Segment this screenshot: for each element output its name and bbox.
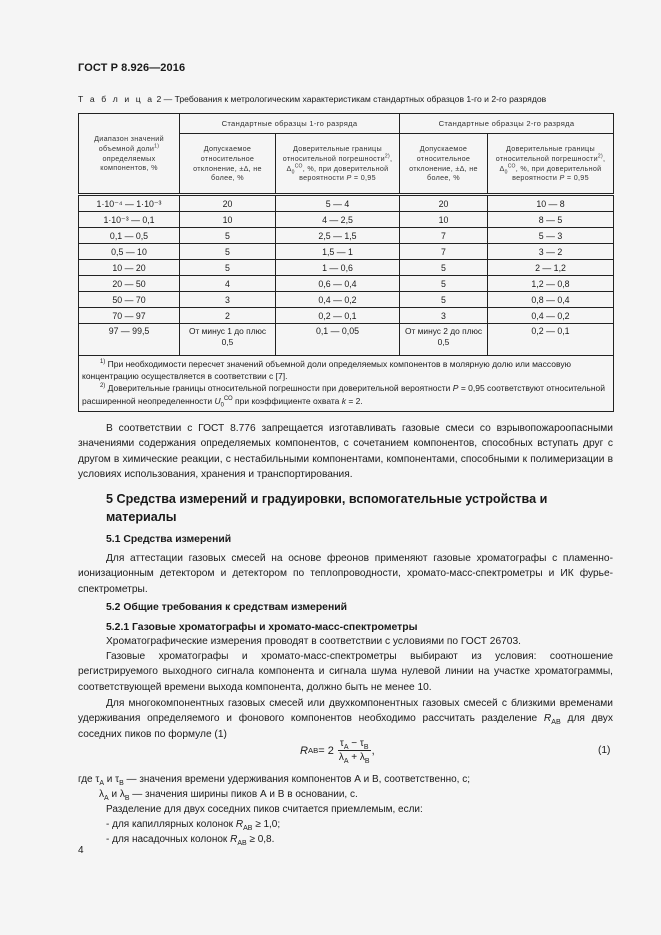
cell-deviation-2: 20 xyxy=(400,195,488,212)
table-notes xyxy=(79,356,614,412)
cell-deviation-1: 4 xyxy=(180,276,276,292)
table-caption-prefix: Т а б л и ц а xyxy=(78,94,155,104)
u-sup: СО xyxy=(223,395,233,402)
footnote-text: Доверительные границы относительной погрешности при доверительной вероятности xyxy=(105,383,453,394)
cell-deviation-1: 2 xyxy=(180,308,276,324)
cell-bounds-2: 3 — 2 xyxy=(488,244,614,260)
tau-a: τ xyxy=(339,738,344,749)
r-symbol: R xyxy=(230,834,238,845)
delta-symbol: Δ xyxy=(286,163,292,173)
cell-deviation-1: 10 xyxy=(180,212,276,228)
u-symbol: U xyxy=(214,395,221,406)
table-caption-text: — Требования к метрологическим характеристикам стандартных образцов 1-го и 2-го разрядов xyxy=(163,94,547,104)
table-caption-number: 2 xyxy=(156,94,162,104)
lambda-a: λ xyxy=(338,752,344,763)
p-symbol: P xyxy=(559,173,565,183)
header-range xyxy=(79,114,180,195)
table-caption xyxy=(78,94,546,104)
criterion-value: ≥ 1,0; xyxy=(252,819,281,830)
cell-deviation-1: 5 xyxy=(180,244,276,260)
cell-bounds-2: 0,2 — 0,1 xyxy=(488,324,614,356)
cell-deviation-2: 7 xyxy=(400,228,488,244)
criterion-value: ≥ 0,8. xyxy=(246,834,275,845)
where-text: где τ xyxy=(78,774,100,785)
footnote-mark: 1) xyxy=(100,359,106,366)
formula-denominator xyxy=(337,751,372,763)
cell-bounds-1: 5 — 4 xyxy=(276,195,400,212)
header-deviation-2: Допускаемое относительное отклонение, ±Δ, не более, % xyxy=(400,134,488,195)
requirements-table xyxy=(78,113,614,412)
footnote-text: при коэффициенте охвата xyxy=(232,395,342,406)
section-5-heading: 5 Средства измерений и градуировки, вспомогательные устройства и материалы xyxy=(106,492,548,524)
footnote-ref: 1) xyxy=(154,143,160,150)
footnote-ref: 2) xyxy=(384,153,390,160)
tau-b: − τ xyxy=(348,738,364,749)
bounds-text: Доверительные границы относительной погрешности xyxy=(495,144,598,163)
formula-lhs: R xyxy=(300,744,308,757)
formula-tail: , xyxy=(371,744,375,757)
sub-b: B xyxy=(364,758,370,765)
r-sub: AB xyxy=(243,825,253,832)
sub-b: B xyxy=(124,795,130,802)
table-row xyxy=(79,260,614,276)
cell-deviation-1: 3 xyxy=(180,292,276,308)
footnote-1 xyxy=(82,358,610,382)
section-5-1-heading: 5.1 Средства измерений xyxy=(106,534,232,545)
cell-bounds-2: 0,8 — 0,4 xyxy=(488,292,614,308)
cell-deviation-2: 3 xyxy=(400,308,488,324)
cell-bounds-1: 0,4 — 0,2 xyxy=(276,292,400,308)
cell-range: 50 — 70 xyxy=(79,292,180,308)
cell-deviation-2: 5 xyxy=(400,260,488,276)
cell-deviation-2: От минус 2 до плюс 0,5 xyxy=(400,324,488,356)
criterion-text: - для насадочных колонок xyxy=(106,834,231,845)
cell-range: 0,5 — 10 xyxy=(79,244,180,260)
sub-b: B xyxy=(363,744,369,751)
bounds-post: , %, при доверительной вероятности xyxy=(299,163,389,183)
cell-bounds-1: 1 — 0,6 xyxy=(276,260,400,276)
p-symbol: P xyxy=(452,383,459,394)
paragraph-5-1: Для аттестации газовых смесей на основе фреонов применяют газовые хроматографы с пламенно-ионизационным детектором и детектором по теплопроводности, хромато-масс-спектрометры и ИК фурье-спектрометры. xyxy=(78,553,613,595)
lambda-b: + λ xyxy=(348,752,365,763)
footnote-mark: 2) xyxy=(100,383,106,390)
header-deviation-1: Допускаемое относительное отклонение, ±Δ, не более, % xyxy=(180,134,276,195)
cell-deviation-2: 10 xyxy=(400,212,488,228)
cell-range: 10 — 20 xyxy=(79,260,180,276)
sub-a: A xyxy=(99,780,104,787)
delta-sub: 0 xyxy=(291,168,295,175)
where-text: и λ xyxy=(108,789,125,800)
cell-bounds-2: 2 — 1,2 xyxy=(488,260,614,276)
p-value: = 0,95 xyxy=(564,173,589,183)
where-text: — значения ширины пиков А и В в основании, с. xyxy=(129,789,358,800)
r-symbol: R xyxy=(235,819,244,830)
where-text: и τ xyxy=(104,774,120,785)
bounds-post: , %, при доверительной вероятности xyxy=(512,163,602,183)
r-symbol: R xyxy=(543,713,552,725)
cell-bounds-2: 8 — 5 xyxy=(488,212,614,228)
table-row xyxy=(79,292,614,308)
formula-fraction xyxy=(337,738,372,763)
cell-bounds-2: 0,4 — 0,2 xyxy=(488,308,614,324)
cell-range: 1·10⁻³ — 0,1 xyxy=(79,212,180,228)
criterion-packed xyxy=(106,832,274,847)
footnote-text: = 2. xyxy=(346,395,363,406)
bounds-text: Доверительные границы относительной погрешности xyxy=(282,144,385,163)
paragraph-text: для двух соседних пиков по формуле (1) xyxy=(78,713,613,740)
cell-deviation-1: 5 xyxy=(180,260,276,276)
header-group-2: Стандартные образцы 2-го разряда xyxy=(400,114,614,134)
cell-range: 97 — 99,5 xyxy=(79,324,180,356)
cell-range: 0,1 — 0,5 xyxy=(79,228,180,244)
cell-bounds-2: 10 — 8 xyxy=(488,195,614,212)
delta-sub: 0 xyxy=(504,168,508,175)
cell-deviation-2: 5 xyxy=(400,276,488,292)
cell-deviation-2: 5 xyxy=(400,292,488,308)
table-row xyxy=(79,308,614,324)
cell-deviation-1: 5 xyxy=(180,228,276,244)
sub-b: B xyxy=(119,780,124,787)
paragraph-5-2-1-b: Газовые хроматографы и хромато-масс-спектрометры выбирают из условия: соотношение регистрируемого выходного сигнала компонента и сигнала шума нулевой линии на участке хроматограммы, соответствующей времени выхода компонента, должно быть не менее 10. xyxy=(78,651,613,693)
cell-bounds-2: 1,2 — 0,8 xyxy=(488,276,614,292)
r-sub: AB xyxy=(551,718,561,727)
header-range-text: Диапазон значений объемной доли xyxy=(94,134,164,153)
where-line-2 xyxy=(99,787,358,802)
cell-bounds-1: 1,5 — 1 xyxy=(276,244,400,260)
section-5-2-heading: 5.2 Общие требования к средствам измерений xyxy=(106,602,347,613)
cell-bounds-1: 0,1 — 0,05 xyxy=(276,324,400,356)
sub-a: A xyxy=(343,758,349,765)
where-line-3: Разделение для двух соседних пиков считается приемлемым, если: xyxy=(106,804,423,815)
equation-number: (1) xyxy=(598,745,611,756)
document-code: ГОСТ Р 8.926—2016 xyxy=(78,62,186,74)
cell-range: 70 — 97 xyxy=(79,308,180,324)
footnote-2 xyxy=(82,382,610,409)
cell-deviation-2: 7 xyxy=(400,244,488,260)
cell-bounds-1: 2,5 — 1,5 xyxy=(276,228,400,244)
where-text: λ xyxy=(99,789,104,800)
cell-deviation-1: 20 xyxy=(180,195,276,212)
delta-symbol: Δ xyxy=(499,163,505,173)
section-5-2-1-heading: 5.2.1 Газовые хроматографы и хромато-масс-спектрометры xyxy=(106,622,418,633)
table-row xyxy=(79,195,614,212)
cell-deviation-1: От минус 1 до плюс 0,5 xyxy=(180,324,276,356)
p-symbol: P xyxy=(346,173,352,183)
formula-separation: R AB = 2 $\frac{\tau_A - \tau_B}{\lambda_A + \lambda_B}$ , xyxy=(300,738,375,765)
table-footnotes xyxy=(79,356,614,412)
criterion-capillary xyxy=(106,817,280,832)
header-bounds-1: Доверительные границы относительной погрешности$^{2)}$, $\Delta_0^{СО}$, %, при доверительной вероятности P = 0,95 xyxy=(276,134,400,195)
header-bounds-2: Доверительные границы относительной погрешности$^{2)}$, $\Delta_0^{СО}$, %, при доверительной вероятности P = 0,95 xyxy=(488,134,614,195)
k-symbol: k xyxy=(341,395,346,406)
cell-bounds-1: 0,6 — 0,4 xyxy=(276,276,400,292)
paragraph-text: Для многокомпонентных газовых смесей или двухкомпонентных газовых смесей с близкими временами удерживания определяемого и фонового компонентов необходимо рассчитать разделение xyxy=(78,698,613,725)
paragraph-explosive-mixtures: В соответствии с ГОСТ 8.776 запрещается изготавливать газовые смеси со взрывопожароопасными значениями содержания определяемых компонентов, с сочетанием компонентов, способных вступать друг с другом в химические реакции, с нестабильными компонентами, компонентами, способными к полимеризации в условиях использования, хранения и транспортирования. xyxy=(78,423,613,481)
cell-bounds-1: 0,2 — 0,1 xyxy=(276,308,400,324)
table-row xyxy=(79,228,614,244)
footnote-text: = 0,95 соответствуют относительной расширенной неопределенности xyxy=(82,383,606,406)
page-number: 4 xyxy=(78,845,84,856)
header-group-1: Стандартные образцы 1-го разряда xyxy=(180,114,400,134)
delta-sup: СО xyxy=(294,163,303,170)
table-row xyxy=(79,244,614,260)
paragraph-5-2-1-c xyxy=(78,696,613,742)
table-row xyxy=(79,324,614,356)
p-value: = 0,95 xyxy=(351,173,376,183)
criterion-text: - для капиллярных колонок xyxy=(106,819,236,830)
table-row xyxy=(79,212,614,228)
where-text: — значения времени удерживания компонентов А и В, соответственно, с; xyxy=(123,774,471,785)
paragraph-5-2-1-a: Хроматографические измерения проводят в соответствии с условиями по ГОСТ 26703. xyxy=(106,636,521,647)
u-sub: 0 xyxy=(220,402,224,409)
formula-eq: = 2 xyxy=(318,744,334,757)
sub-a: A xyxy=(343,744,349,751)
cell-range: 20 — 50 xyxy=(79,276,180,292)
table-row xyxy=(79,276,614,292)
cell-bounds-2: 5 — 3 xyxy=(488,228,614,244)
r-sub: AB xyxy=(237,840,247,847)
header-range-tail: определяемых компонентов, % xyxy=(100,153,158,173)
where-line-1 xyxy=(78,772,470,787)
delta-sup: СО xyxy=(507,163,516,170)
sub-a: A xyxy=(104,795,109,802)
footnote-text: При необходимости пересчет значений объемной доли определяемых компонентов в молярную долю или массовую концентрацию осуществляется в соответствии с [7]. xyxy=(82,359,571,382)
cell-bounds-1: 4 — 2,5 xyxy=(276,212,400,228)
formula-numerator xyxy=(338,738,371,751)
cell-range: 1·10⁻⁴ — 1·10⁻³ xyxy=(79,195,180,212)
footnote-ref: 2) xyxy=(597,153,603,160)
